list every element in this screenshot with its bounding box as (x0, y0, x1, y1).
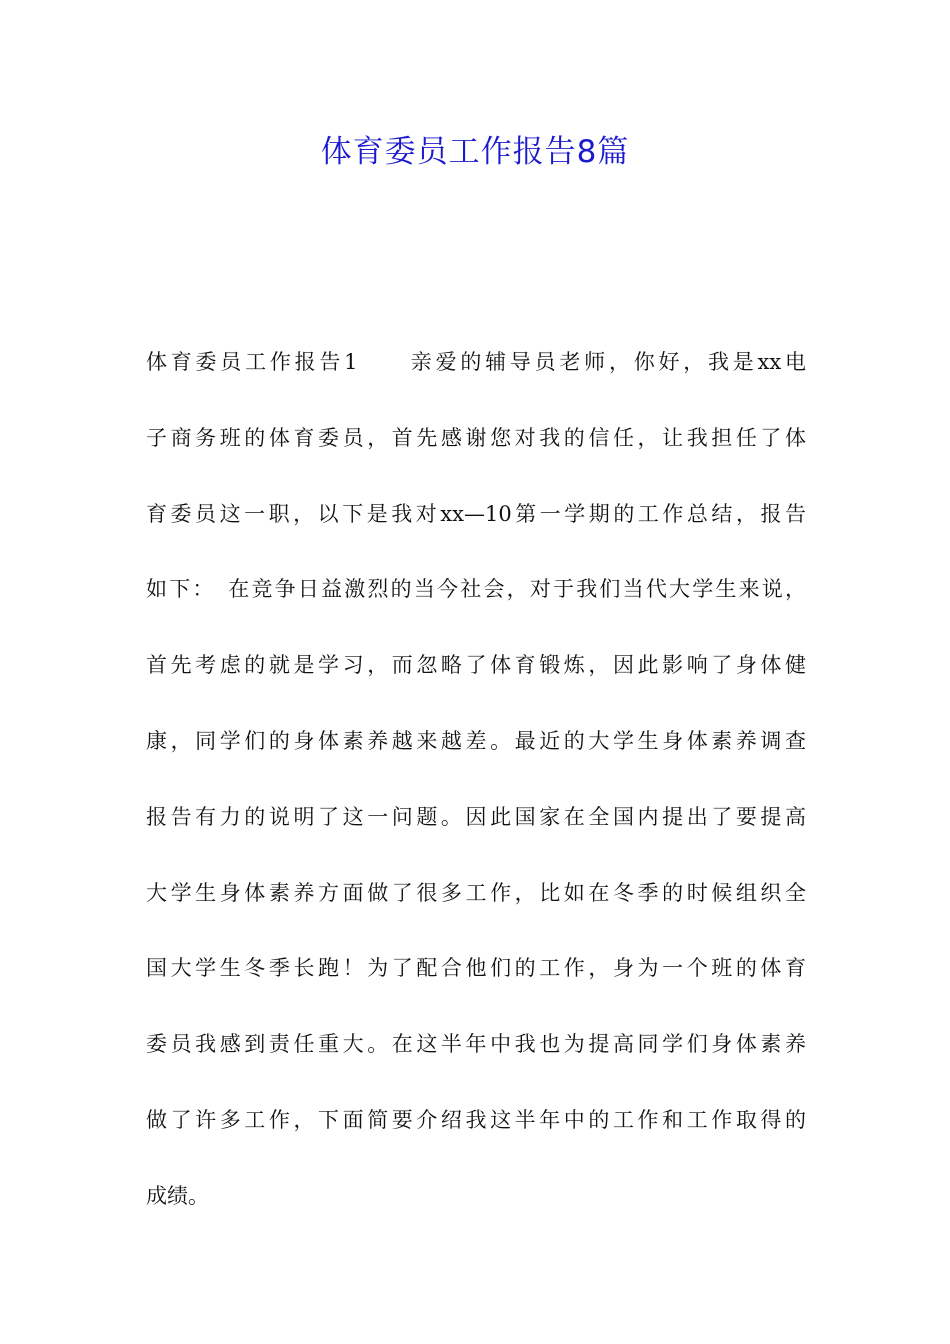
document-title: 体育委员工作报告8篇 (320, 134, 630, 170)
body-line: 做了许多工作，下面简要介绍我这半年中的工作和工作取得的 (146, 1107, 806, 1132)
body-line: 育委员这一职，以下是我对xx—10第一学期的工作总结，报告 (146, 501, 806, 526)
body-line: 报告有力的说明了这一问题。因此国家在全国内提出了要提高 (146, 804, 806, 829)
body-line: 如下： 在竞争日益激烈的当今社会，对于我们当代大学生来说， (146, 577, 806, 602)
document-body (146, 340, 806, 1250)
body-line: 国大学生冬季长跑！为了配合他们的工作，身为一个班的体育 (146, 956, 806, 981)
body-line: 体育委员工作报告1 亲爱的辅导员老师，你好，我是xx电 (146, 350, 806, 374)
body-line: 子商务班的体育委员，首先感谢您对我的信任，让我担任了体 (146, 425, 806, 450)
body-line: 大学生身体素养方面做了很多工作，比如在冬季的时候组织全 (146, 880, 806, 905)
body-line: 委员我感到责任重大。在这半年中我也为提高同学们身体素养 (146, 1032, 806, 1057)
body-line: 康，同学们的身体素养越来越差。最近的大学生身体素养调查 (146, 728, 806, 753)
body-line: 首先考虑的就是学习，而忽略了体育锻炼，因此影响了身体健 (146, 653, 806, 678)
body-line-last: 成绩。 (146, 1183, 209, 1208)
